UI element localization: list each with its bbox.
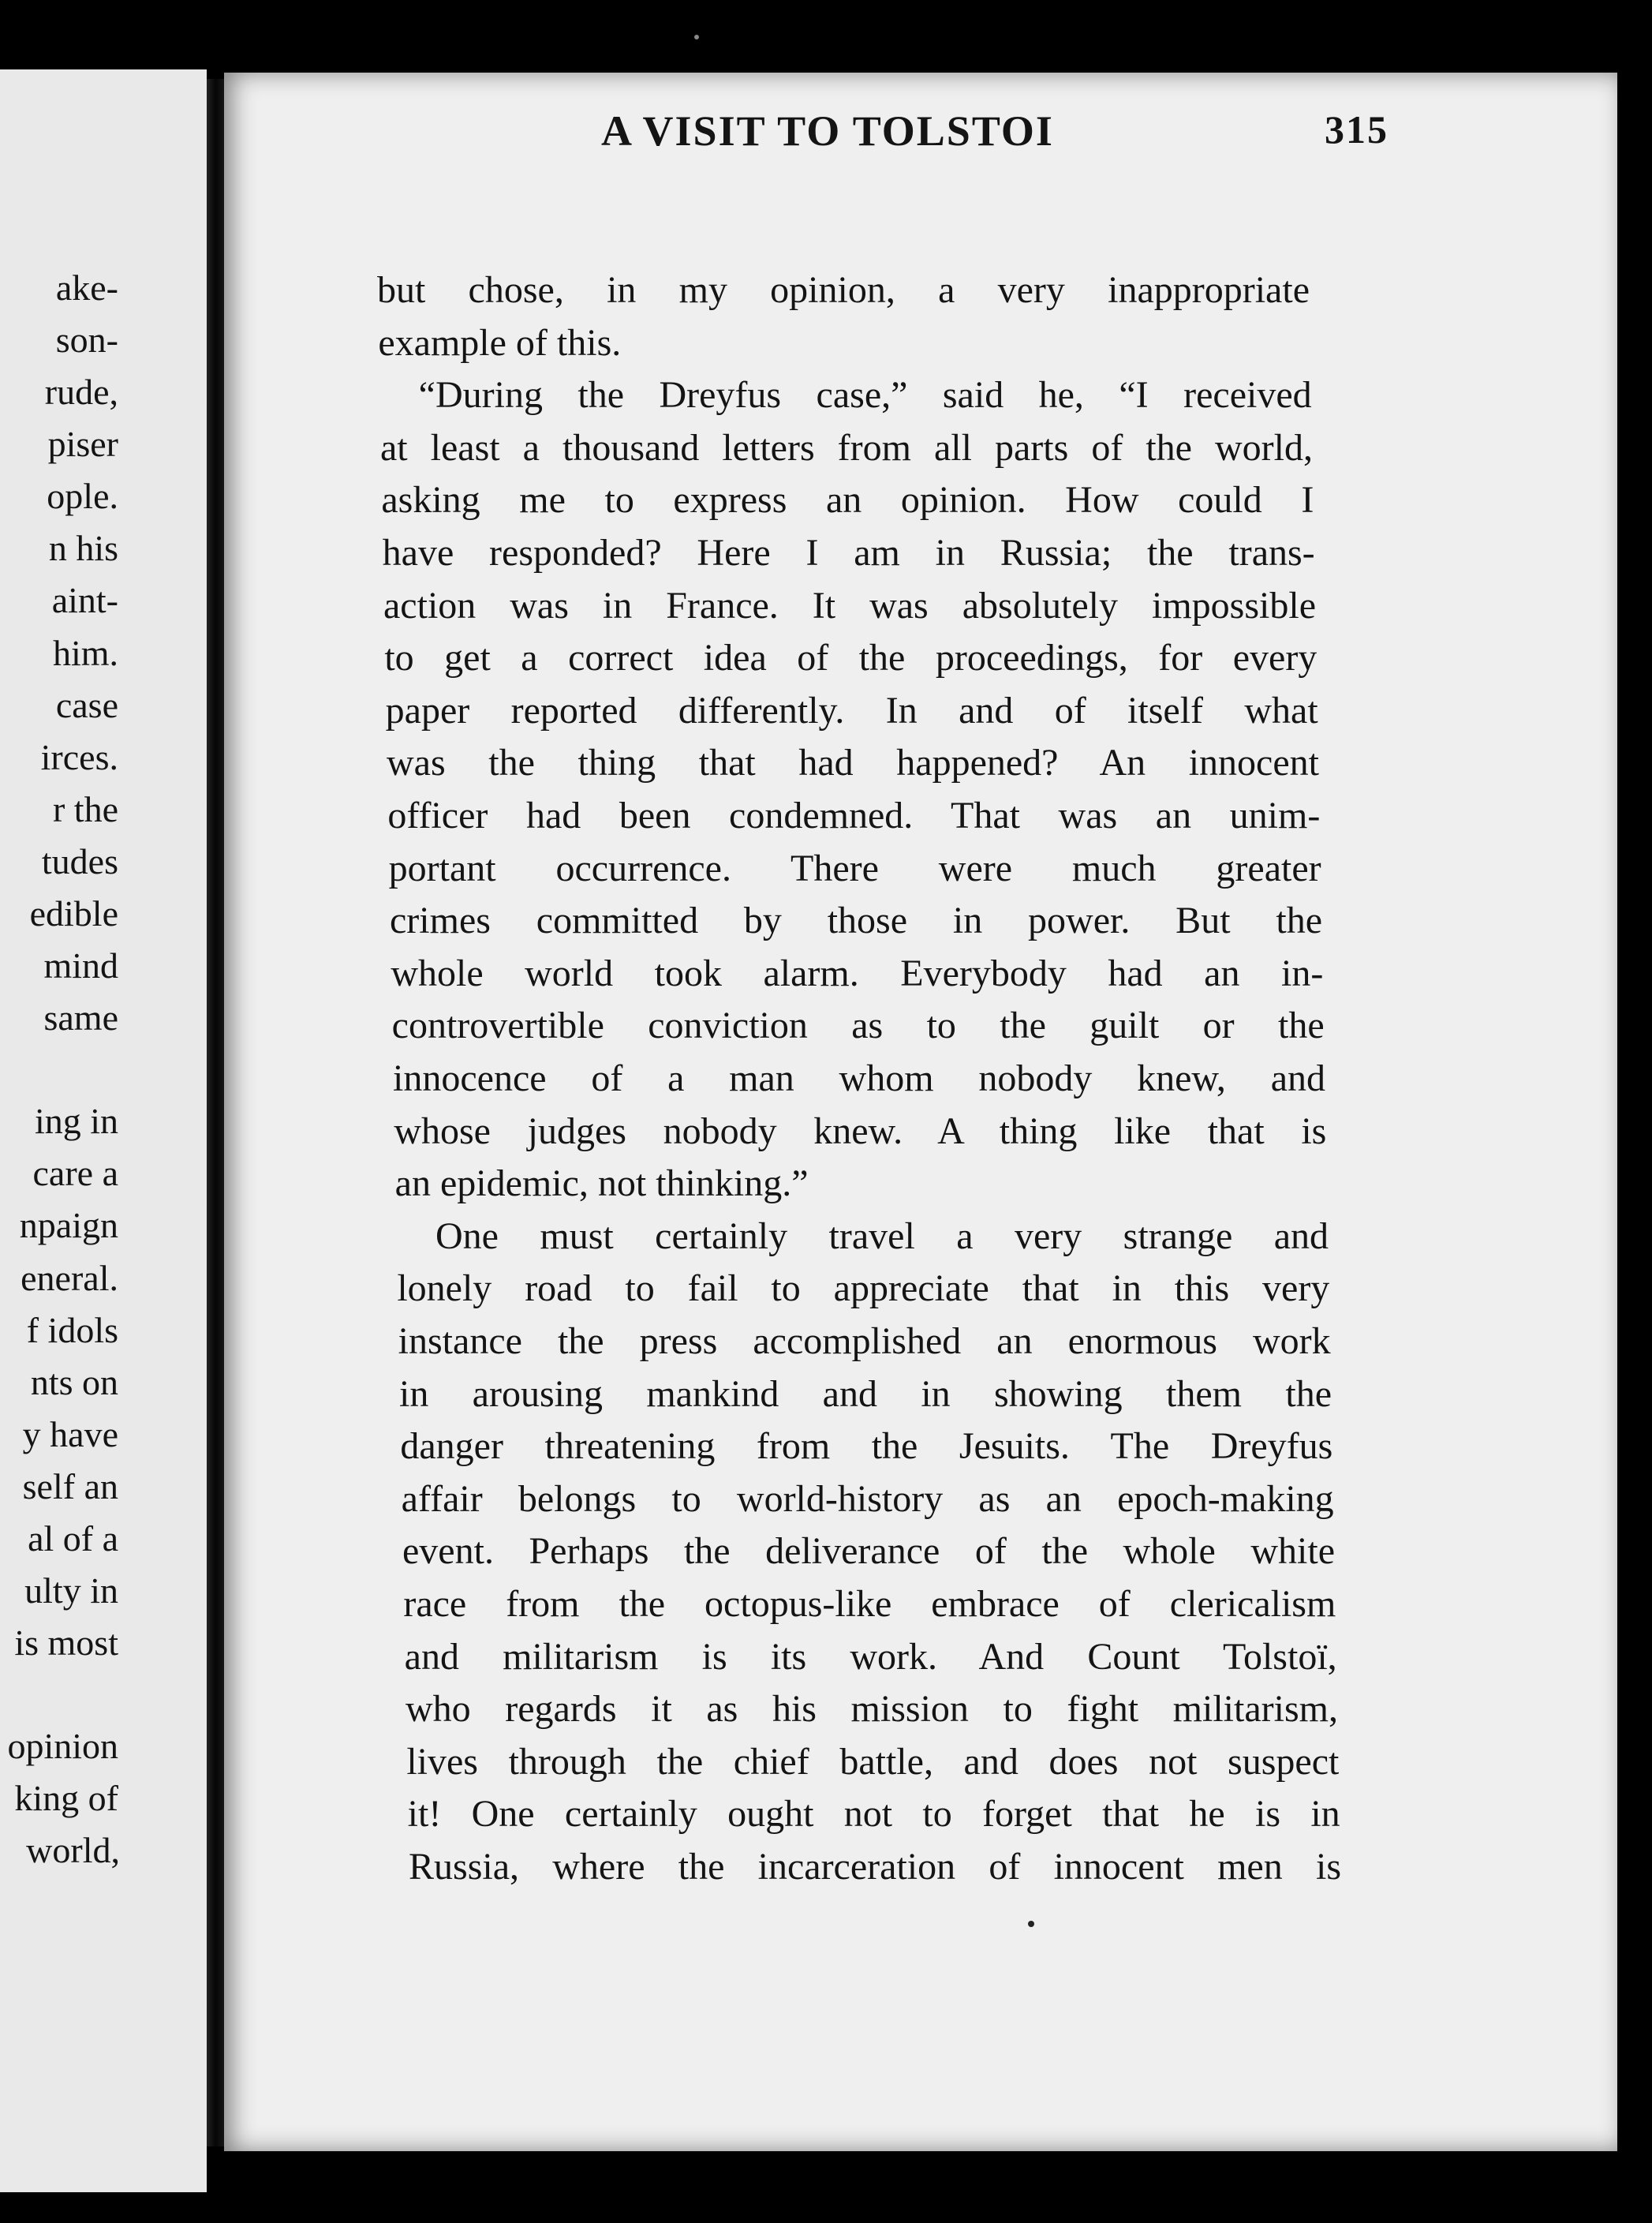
left-page-line-fragment: ake- (55, 268, 118, 308)
body-text-line: race from the octopus-like embrace of clericalism (403, 1583, 1336, 1625)
left-page-line-fragment: irces. (40, 737, 118, 777)
left-page-line-fragment: rude, (44, 372, 118, 412)
page-number: 315 (1325, 107, 1389, 152)
left-page-line-fragment: f idols (26, 1310, 118, 1350)
body-text-line: affair belongs to world-history as an epoch-making (401, 1477, 1334, 1520)
book-spine (207, 79, 224, 2146)
left-page-line-fragment: son- (55, 320, 118, 360)
left-page-line-fragment: mind (43, 945, 118, 986)
body-text-line: crimes committed by those in power. But the (390, 900, 1322, 942)
body-text-line: paper reported differently. In and of itself what (385, 689, 1318, 732)
left-page-line-fragment: ing in (34, 1101, 118, 1141)
left-page-line-fragment: case (55, 685, 118, 725)
left-page-line-fragment: self an (22, 1466, 118, 1506)
body-text-line: to get a correct idea of the proceedings, for every (384, 637, 1317, 679)
body-text-line: asking me to express an opinion. How could I (381, 479, 1314, 522)
left-page-line-fragment: aint- (51, 580, 118, 620)
left-page-line-fragment: npaign (19, 1205, 118, 1245)
left-page-line-fragment: opinion (7, 1726, 118, 1766)
left-page-line-fragment: same (43, 997, 118, 1038)
body-text-line: One must certainly travel a very strange and (435, 1214, 1329, 1257)
left-page-line-fragment: y have (22, 1414, 118, 1454)
body-text-line: danger threatening from the Jesuits. The Dreyfus (400, 1425, 1333, 1468)
body-text-line: instance the press accomplished an enormous work (398, 1320, 1331, 1362)
left-page-line-fragment: edible (29, 893, 118, 934)
left-page-line-fragment: him. (52, 633, 118, 673)
body-text-line: an epidemic, not thinking.” (394, 1162, 809, 1205)
ink-speck (694, 35, 699, 39)
body-text-line: whose judges nobody knew. A thing like that is (394, 1110, 1327, 1152)
left-page-line-fragment: piser (47, 424, 118, 464)
left-page-line-fragment: king of (14, 1778, 118, 1818)
body-text-line: portant occurrence. There were much greater (388, 847, 1321, 889)
left-page-line-fragment: tudes (41, 841, 118, 881)
body-text-line: “During the Dreyfus case,” said he, “I received (418, 374, 1312, 417)
body-text-line: at least a thousand letters from all parts of the world, (380, 426, 1313, 469)
left-page-line-fragment: eneral. (21, 1258, 118, 1298)
body-text-line: it! One certainly ought not to forget that he is in (407, 1793, 1340, 1836)
ink-speck (1028, 1921, 1034, 1927)
left-facing-page (0, 69, 207, 2192)
body-text-line: but chose, in my opinion, a very inappropriate (377, 269, 1310, 311)
body-text-line: example of this. (378, 321, 622, 364)
body-text-line: officer had been condemned. That was an unim- (387, 795, 1321, 836)
left-page-line-fragment: n his (48, 528, 118, 568)
left-page-line-fragment: is most (14, 1622, 118, 1663)
left-page-line-fragment: r the (52, 789, 118, 829)
left-page-line-fragment: world, (26, 1830, 120, 1870)
body-text-line: and militarism is its work. And Count Tolstoï, (404, 1635, 1337, 1678)
body-text-line: event. Perhaps the deliverance of the whole white (402, 1530, 1335, 1573)
body-text-line: who regards it as his mission to fight militarism, (406, 1688, 1338, 1731)
left-page-line-fragment: care a (32, 1153, 118, 1193)
left-page-line-fragment: nts on (30, 1362, 118, 1402)
body-text-line: Russia, where the incarceration of innocent men is (409, 1846, 1341, 1888)
body-text-line: whole world took alarm. Everybody had an in- (391, 952, 1324, 994)
body-text-line: lonely road to fail to appreciate that in this very (397, 1267, 1330, 1310)
body-text-line: in arousing mankind and in showing them the (399, 1372, 1332, 1415)
left-page-line-fragment: ulty in (24, 1570, 118, 1611)
body-text-line: action was in France. It was absolutely impossible (383, 584, 1316, 627)
body-text-line: have responded? Here I am in Russia; the trans- (382, 532, 1315, 574)
left-page-line-fragment: al of a (28, 1518, 118, 1559)
body-text-line: lives through the chief battle, and does not suspect (406, 1740, 1340, 1783)
left-page-line-fragment: ople. (47, 476, 118, 516)
body-text-line: was the thing that had happened? An innocent (387, 742, 1319, 784)
running-title: A VISIT TO TOLSTOI (601, 107, 1054, 155)
body-text-line: controvertible conviction as to the guilt or the (391, 1005, 1325, 1047)
body-text-line: innocence of a man whom nobody knew, and (393, 1057, 1325, 1099)
